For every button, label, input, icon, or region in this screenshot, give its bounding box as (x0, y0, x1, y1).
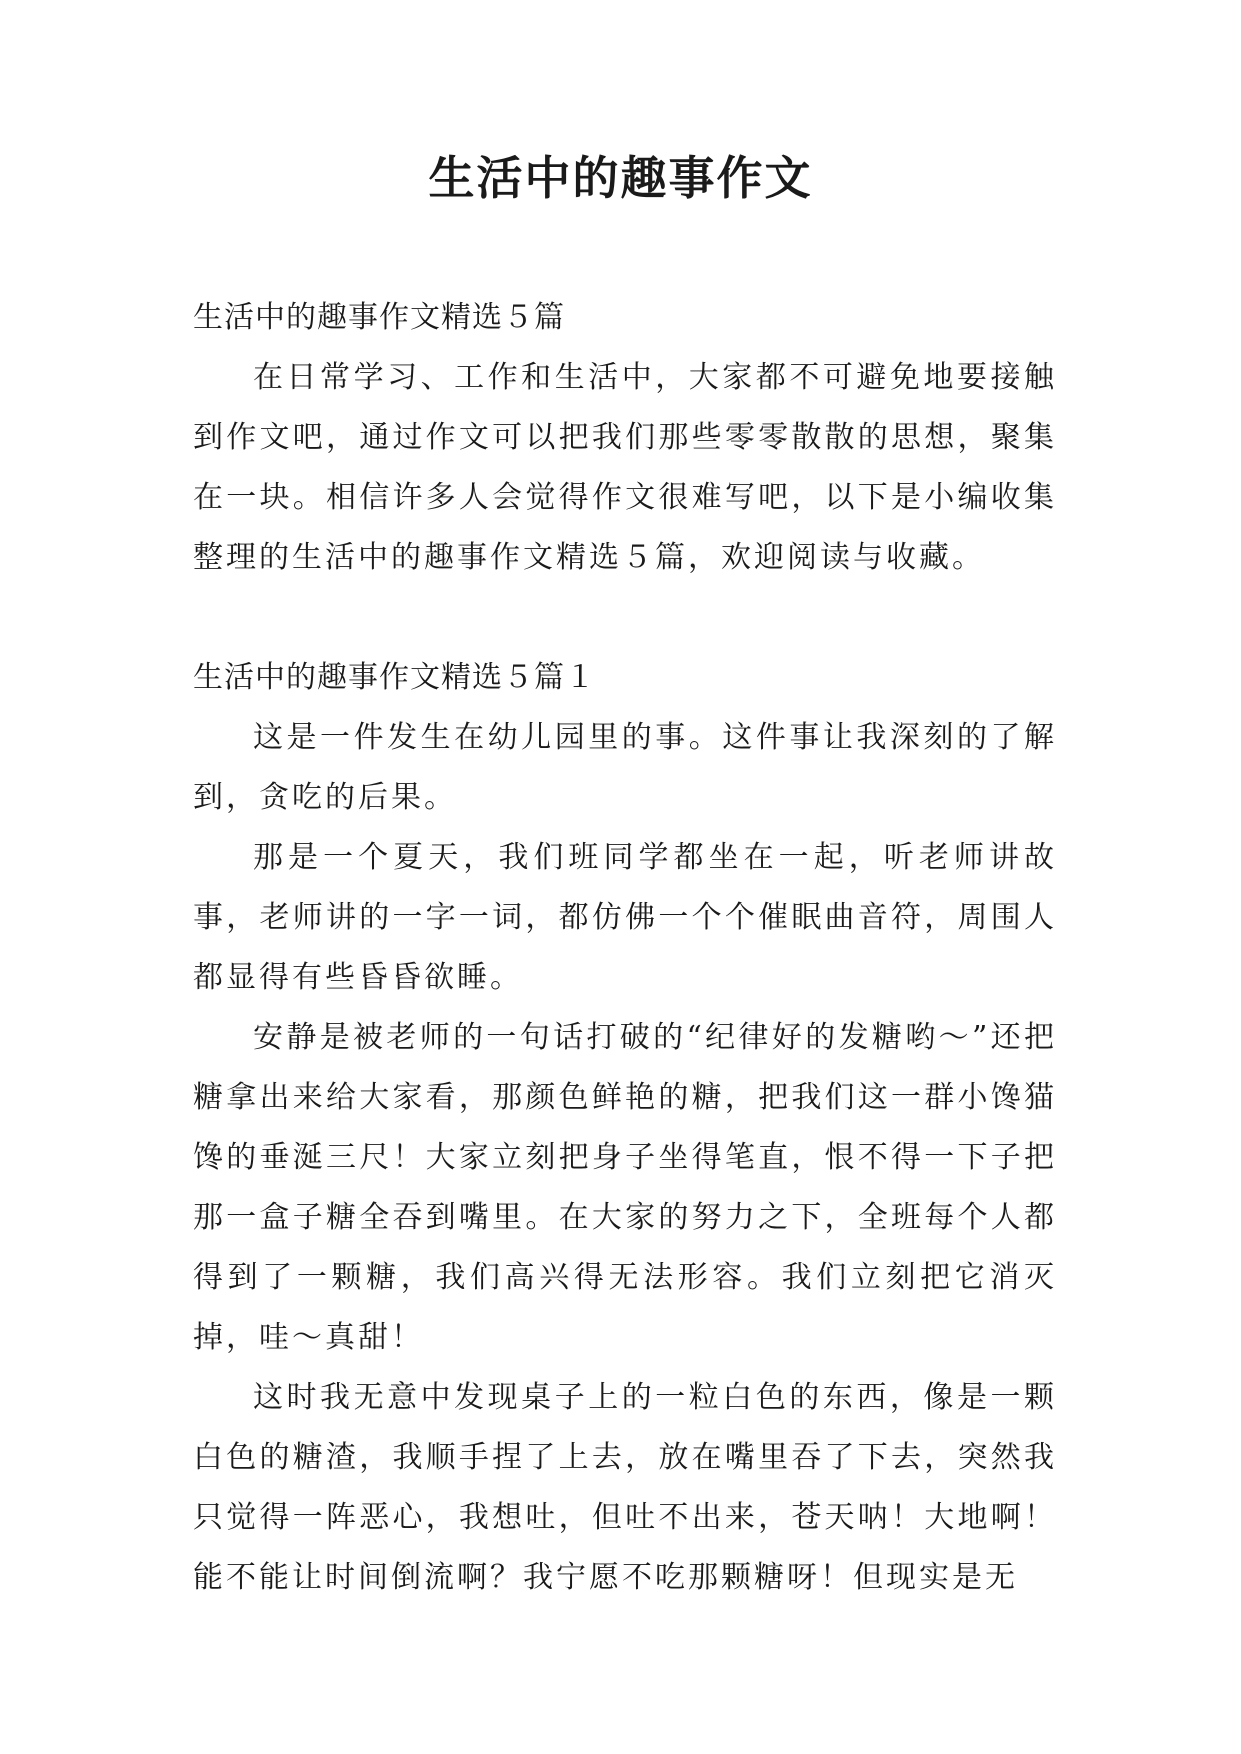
document-body (193, 288, 1057, 1608)
intro-paragraph: 在日常学习、工作和生活中，大家都不可避免地要接触到作文吧，通过作文可以把我们那些零零散散的思想，聚集在一块。相信许多人会觉得作文很难写吧，以下是小编收集整理的生活中的趣事作文精选５篇，欢迎阅读与收藏。 (193, 360, 1057, 575)
section-1-paragraph-4: 这时我无意中发现桌子上的一粒白色的东西，像是一颗白色的糖渣，我顺手捏了上去，放在嘴里吞了下去，突然我只觉得一阵恶心，我想吐，但吐不出来，苍天呐！大地啊！能不能让时间倒流啊？我宁愿不吃那颗糖呀！但现实是无 (193, 1380, 1057, 1595)
section-1-paragraph-1: 这是一件发生在幼儿园里的事。这件事让我深刻的了解到，贪吃的后果。 (193, 720, 1057, 815)
section-1-heading: 生活中的趣事作文精选５篇１ (193, 660, 596, 695)
document-title: 生活中的趣事作文 (428, 151, 813, 205)
section-1-paragraph-2: 那是一个夏天，我们班同学都坐在一起，听老师讲故事，老师讲的一字一词，都仿佛一个个催眠曲音符，周围人都显得有些昏昏欲睡。 (193, 840, 1057, 995)
section-spacer (193, 588, 1057, 648)
intro-heading: 生活中的趣事作文精选５篇 (193, 300, 565, 335)
section-1-paragraph-3: 安静是被老师的一句话打破的“纪律好的发糖哟～”还把糖拿出来给大家看，那颜色鲜艳的糖，把我们这一群小馋猫馋的垂涎三尺！大家立刻把身子坐得笔直，恨不得一下子把那一盒子糖全吞到嘴里。在大家的努力之下，全班每个人都得到了一颗糖，我们高兴得无法形容。我们立刻把它消灭掉，哇～真甜！ (193, 1020, 1057, 1355)
